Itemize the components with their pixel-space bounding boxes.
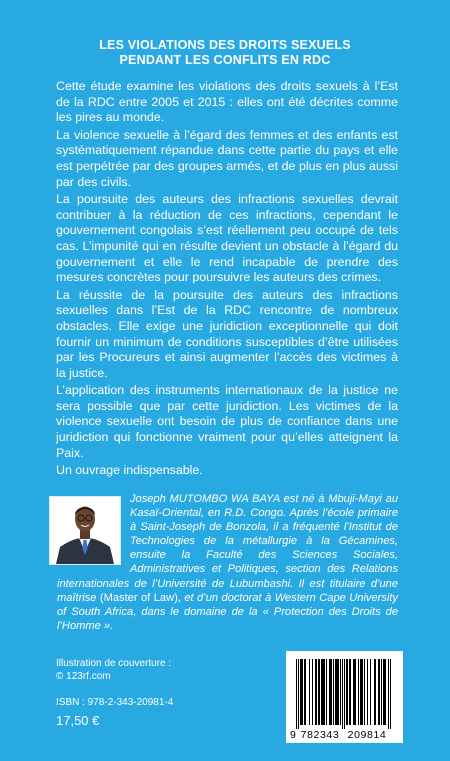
barcode-bar — [338, 659, 339, 725]
title-line-2: PENDANT LES CONFLITS EN RDC — [119, 53, 331, 67]
barcode-bar — [384, 659, 385, 725]
barcode-bar — [305, 659, 306, 725]
bio-text: Joseph MUTOMBO WA BAYA est né à Mbuji-Mayi au Kasaï-Oriental, en R.D. Congo. Après l’école primaire à Saint-Joseph de Bonzola, il a fréquenté l’Institut de Technologies de la métallurgie à la Gécamines, ensuite la Faculté des Sciences Sociales, Administratives et Politiques, section des Relations internationales de l’Université de Lubumbashi. Il est titulaire d’une maîtrise — [57, 493, 398, 604]
credit-source: © 123rf.com — [56, 671, 111, 682]
title-line-1: LES VIOLATIONS DES DROITS SEXUELS — [99, 38, 351, 52]
barcode-bar — [374, 659, 375, 725]
barcode-bar — [367, 659, 368, 725]
barcode-bar — [333, 659, 334, 725]
barcode-bar — [324, 659, 325, 725]
barcode-bar — [335, 659, 336, 725]
barcode-bar — [385, 659, 386, 725]
barcode-bar — [344, 659, 345, 729]
barcode-digits-right: 209814 — [347, 729, 387, 741]
barcode-bar — [329, 659, 330, 725]
barcode-bar — [330, 659, 331, 725]
barcode-bar — [358, 659, 359, 725]
barcode-bar — [350, 659, 351, 725]
barcode-bar — [347, 659, 348, 725]
barcode-bar — [346, 659, 347, 725]
barcode-bar — [375, 659, 376, 725]
bio-text-upright: (Master of Law), — [96, 591, 181, 604]
barcode-bar — [364, 659, 365, 725]
ean-barcode — [286, 651, 403, 743]
barcode-bar — [354, 659, 355, 725]
barcode-bar — [370, 659, 371, 725]
barcode-bar — [326, 659, 327, 725]
barcode-bar — [355, 659, 356, 725]
barcode-digits-left: 782343 — [300, 729, 340, 741]
barcode-bar — [381, 659, 382, 725]
barcode-bar — [383, 659, 384, 725]
isbn: ISBN : 978-2-343-20981-4 — [56, 697, 174, 708]
barcode-bar — [360, 659, 361, 725]
barcode-bar — [378, 659, 379, 725]
barcode-bar — [340, 659, 341, 725]
barcode-bar — [319, 659, 320, 725]
barcode-bar — [300, 659, 301, 725]
barcode-bar — [316, 659, 317, 725]
barcode-bar — [301, 659, 302, 725]
barcode-digit-first: 9 — [290, 729, 296, 741]
barcode-bar — [390, 659, 391, 729]
author-section — [0, 492, 450, 632]
summary-paragraph: La violence sexuelle à l’égard des femmes et des enfants est systématiquement répandue dans cette partie du pays et elle est perpétrée par des groupes armés, et de plus en plus aussi par des civils. — [56, 127, 398, 189]
credit-label: Illustration de couverture : — [56, 658, 172, 669]
barcode-bar — [342, 659, 343, 729]
barcode-bar — [337, 659, 338, 725]
barcode-bar — [304, 659, 305, 725]
summary-text — [56, 79, 398, 481]
price: 17,50 € — [56, 713, 100, 728]
barcode-bar — [349, 659, 350, 725]
barcode-bar — [323, 659, 324, 725]
barcode-bar — [379, 659, 380, 725]
summary-paragraph: Un ouvrage indispensable. — [56, 463, 203, 478]
cover-illustration-credit — [56, 657, 171, 683]
barcode-bar — [362, 659, 363, 725]
barcode-bar — [309, 659, 310, 725]
bio-text-end: et d’un doctorat à Western Cape University of South Africa, dans le domaine de la « Protection des Droits de l’Homme ». — [57, 591, 398, 632]
barcode-bar — [296, 659, 297, 729]
barcode-bar — [302, 659, 303, 725]
barcode-bar — [331, 659, 332, 725]
summary-paragraph: La poursuite des auteurs des infractions sexuelles devrait contribuer à la réduction de ces infractions, cependant le gouvernement congolais s’est réellement peu occupé de tels cas. L’impunité qui en résulte devient un obstacle à l’égard du gouvernement et elle le rend incapable de prendre des mesures concrètes pour poursuivre les auteurs des crimes. — [56, 192, 398, 285]
barcode-bar — [322, 659, 323, 725]
summary-paragraph: Cette étude examine les violations des droits sexuels à l’Est de la RDC entre 2005 et 2015 : elles ont été décrites comme les pires au monde. — [56, 79, 398, 125]
barcode-bar — [312, 659, 313, 725]
barcode-bar — [321, 659, 322, 725]
barcode-bar — [388, 659, 389, 729]
author-bio — [57, 492, 398, 633]
summary-paragraph: L’application des instruments internationaux de la justice ne sera possible que par cette juridiction. Les victimes de la violence sexuelle ont besoin de plus de confiance dans une juridiction qui fonctionne vraiment pour qu’elles atteignent la Paix. — [56, 383, 398, 460]
book-title — [40, 38, 410, 68]
barcode-bar — [315, 659, 316, 725]
summary-paragraph: La réussite de la poursuite des auteurs des infractions sexuelles dans l’Est de la RDC rencontre de nombreux obstacles. Elle exige une juridiction exceptionnelle qui doit fournir un minimum de conditions susceptibles d’être utilisées par les Procureurs et ainsi augmenter l’accès des victimes à la justice. — [56, 287, 398, 380]
barcode-bar — [336, 659, 337, 725]
barcode-bar — [353, 659, 354, 725]
barcode-bars — [286, 651, 403, 743]
barcode-bar — [318, 659, 319, 725]
barcode-bar — [361, 659, 362, 725]
barcode-bar — [298, 659, 299, 729]
